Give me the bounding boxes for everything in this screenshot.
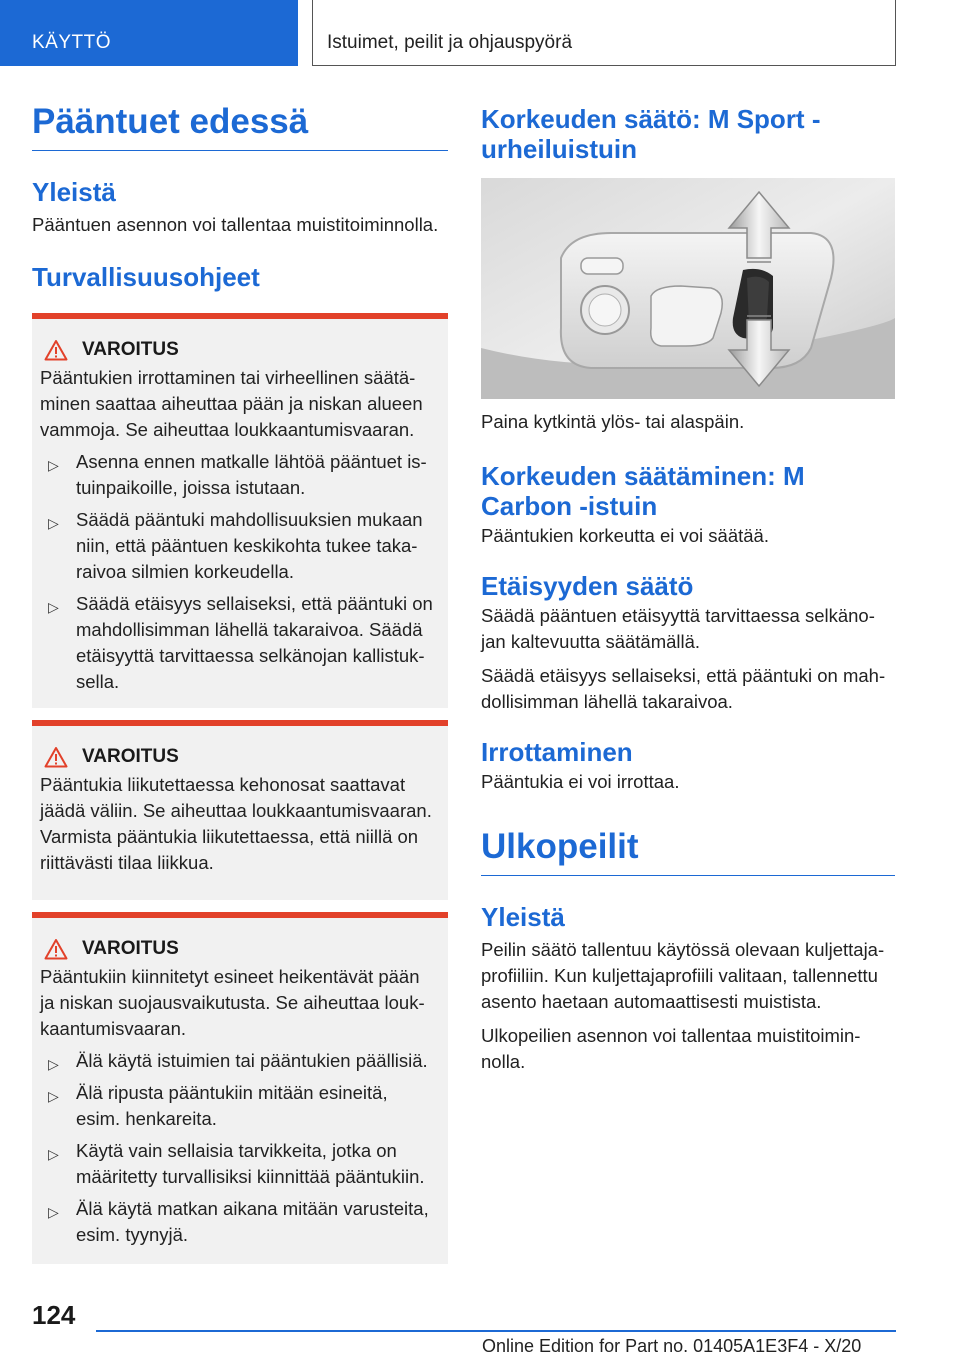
page-number: 124	[32, 1300, 76, 1330]
remove-heading: Irrottaminen	[481, 737, 633, 767]
warning-text: Pääntukia liikutettaessa kehonosat saattavat jäädä väliin. Se aiheuttaa loukkaantumisvaaran. Varmista pääntukia liikutettaessa, että niillä on riittävästi tilaa liikkua.	[40, 774, 432, 873]
distance-text-1: Säädä pääntuen etäisyyttä tarvittaessa selkäno- jan kaltevuutta säätämällä.	[481, 605, 875, 652]
general-heading: Yleistä	[32, 177, 116, 207]
msport-text: Paina kytkintä ylös- tai alaspäin.	[481, 411, 745, 432]
bullet-triangle-icon: ▷	[48, 1146, 59, 1162]
bullet-triangle-icon: ▷	[48, 1204, 59, 1220]
warning-triangle-icon	[44, 938, 68, 960]
mirrors-text-2: Ulkopeilien asennon voi tallentaa muistitoimin- nolla.	[481, 1025, 861, 1072]
edition-text: Online Edition for Part no. 01405A1E3F4 - X/20	[482, 1336, 862, 1356]
list-item: ▷ Käytä vain sellaisia tarvikkeita, jotka on määritetty turvallisiksi kiinnittää pääntukiin.	[48, 1140, 425, 1187]
list-item: ▷ Älä käytä istuimien tai pääntukien päällisiä.	[40, 1048, 438, 1074]
distance-text-2: Säädä etäisyys sellaiseksi, että pääntuki on mah- dollisimman lähellä takaraivoa.	[481, 665, 886, 712]
section-tab: KÄYTTÖ	[0, 0, 298, 66]
page-title: Pääntuet edessä	[32, 100, 448, 151]
mirrors-title: Ulkopeilit	[481, 825, 895, 876]
warning-box-3	[32, 912, 448, 1264]
list-item: ▷ Älä käytä matkan aikana mitään varusteita, esim. tyynyjä.	[48, 1198, 429, 1245]
list-item: ▷ Säädä pääntuki mahdollisuuksien mukaan niin, että pääntuen keskikohta tukee taka- raivoa silmien korkeudella.	[48, 509, 423, 582]
general-text: Pääntuen asennon voi tallentaa muistitoiminnolla.	[32, 214, 439, 235]
warning-title: VAROITUS	[40, 938, 438, 960]
mirrors-general-heading: Yleistä	[481, 902, 565, 932]
warning-box-1	[32, 313, 448, 708]
bullet-triangle-icon: ▷	[48, 515, 59, 531]
chapter-title: Istuimet, peilit ja ohjauspyörä	[312, 0, 896, 66]
mcarbon-text: Pääntukien korkeutta ei voi säätää.	[481, 525, 769, 546]
left-column	[32, 100, 448, 1264]
warning-title: VAROITUS	[40, 746, 438, 768]
list-item: ▷ Asenna ennen matkalle lähtöä pääntuet is- tuinpaikoille, joissa istutaan.	[48, 451, 427, 498]
mirrors-text-1: Peilin säätö tallentuu käytössä olevaan kuljettaja- profiiliin. Kun kuljettajaprofiili valitaan, tallennettu asento haetaan automaattisesti muistista.	[481, 939, 885, 1012]
bullet-triangle-icon: ▷	[48, 1056, 59, 1072]
warning-text: Pääntukiin kiinnitetyt esineet heikentävät pään ja niskan suojausvaikutusta. Se aiheuttaa louk- kaantumisvaaran.	[40, 966, 425, 1039]
right-column	[481, 104, 895, 1075]
page-header	[0, 0, 960, 66]
remove-text: Pääntukia ei voi irrottaa.	[481, 771, 680, 792]
warning-triangle-icon	[44, 339, 68, 361]
list-item: ▷ Säädä etäisyys sellaiseksi, että pääntuki on mahdollisimman lähellä takaraivoa. Säädä etäisyyttä tarvittaessa selkänojan kallistuk- sella.	[48, 593, 433, 692]
bullet-triangle-icon: ▷	[48, 457, 59, 473]
warning-triangle-icon	[44, 746, 68, 768]
safety-heading: Turvallisuusohjeet	[32, 262, 260, 292]
list-item: ▷ Älä ripusta pääntukiin mitään esineitä, esim. henkareita.	[48, 1082, 388, 1129]
mcarbon-heading: Korkeuden säätäminen: M Carbon -istuin	[481, 461, 805, 521]
warning-list	[40, 449, 438, 695]
warning-box-2	[32, 720, 448, 900]
bullet-triangle-icon: ▷	[48, 599, 59, 615]
warning-list	[40, 1048, 438, 1248]
warning-text: Pääntukien irrottaminen tai virheellinen säätä- minen saattaa aiheuttaa pään ja niskan alueen vammoja. Se aiheuttaa loukkaantumisvaaran.	[40, 367, 423, 440]
seat-switch-photo	[481, 178, 895, 399]
distance-heading: Etäisyyden säätö	[481, 571, 694, 601]
seat-switch-illustration	[481, 178, 895, 399]
bullet-triangle-icon: ▷	[48, 1088, 59, 1104]
footer-divider	[96, 1330, 896, 1332]
warning-title: VAROITUS	[40, 339, 438, 361]
msport-heading: Korkeuden säätö: M Sport - urheiluistuin	[481, 104, 821, 164]
